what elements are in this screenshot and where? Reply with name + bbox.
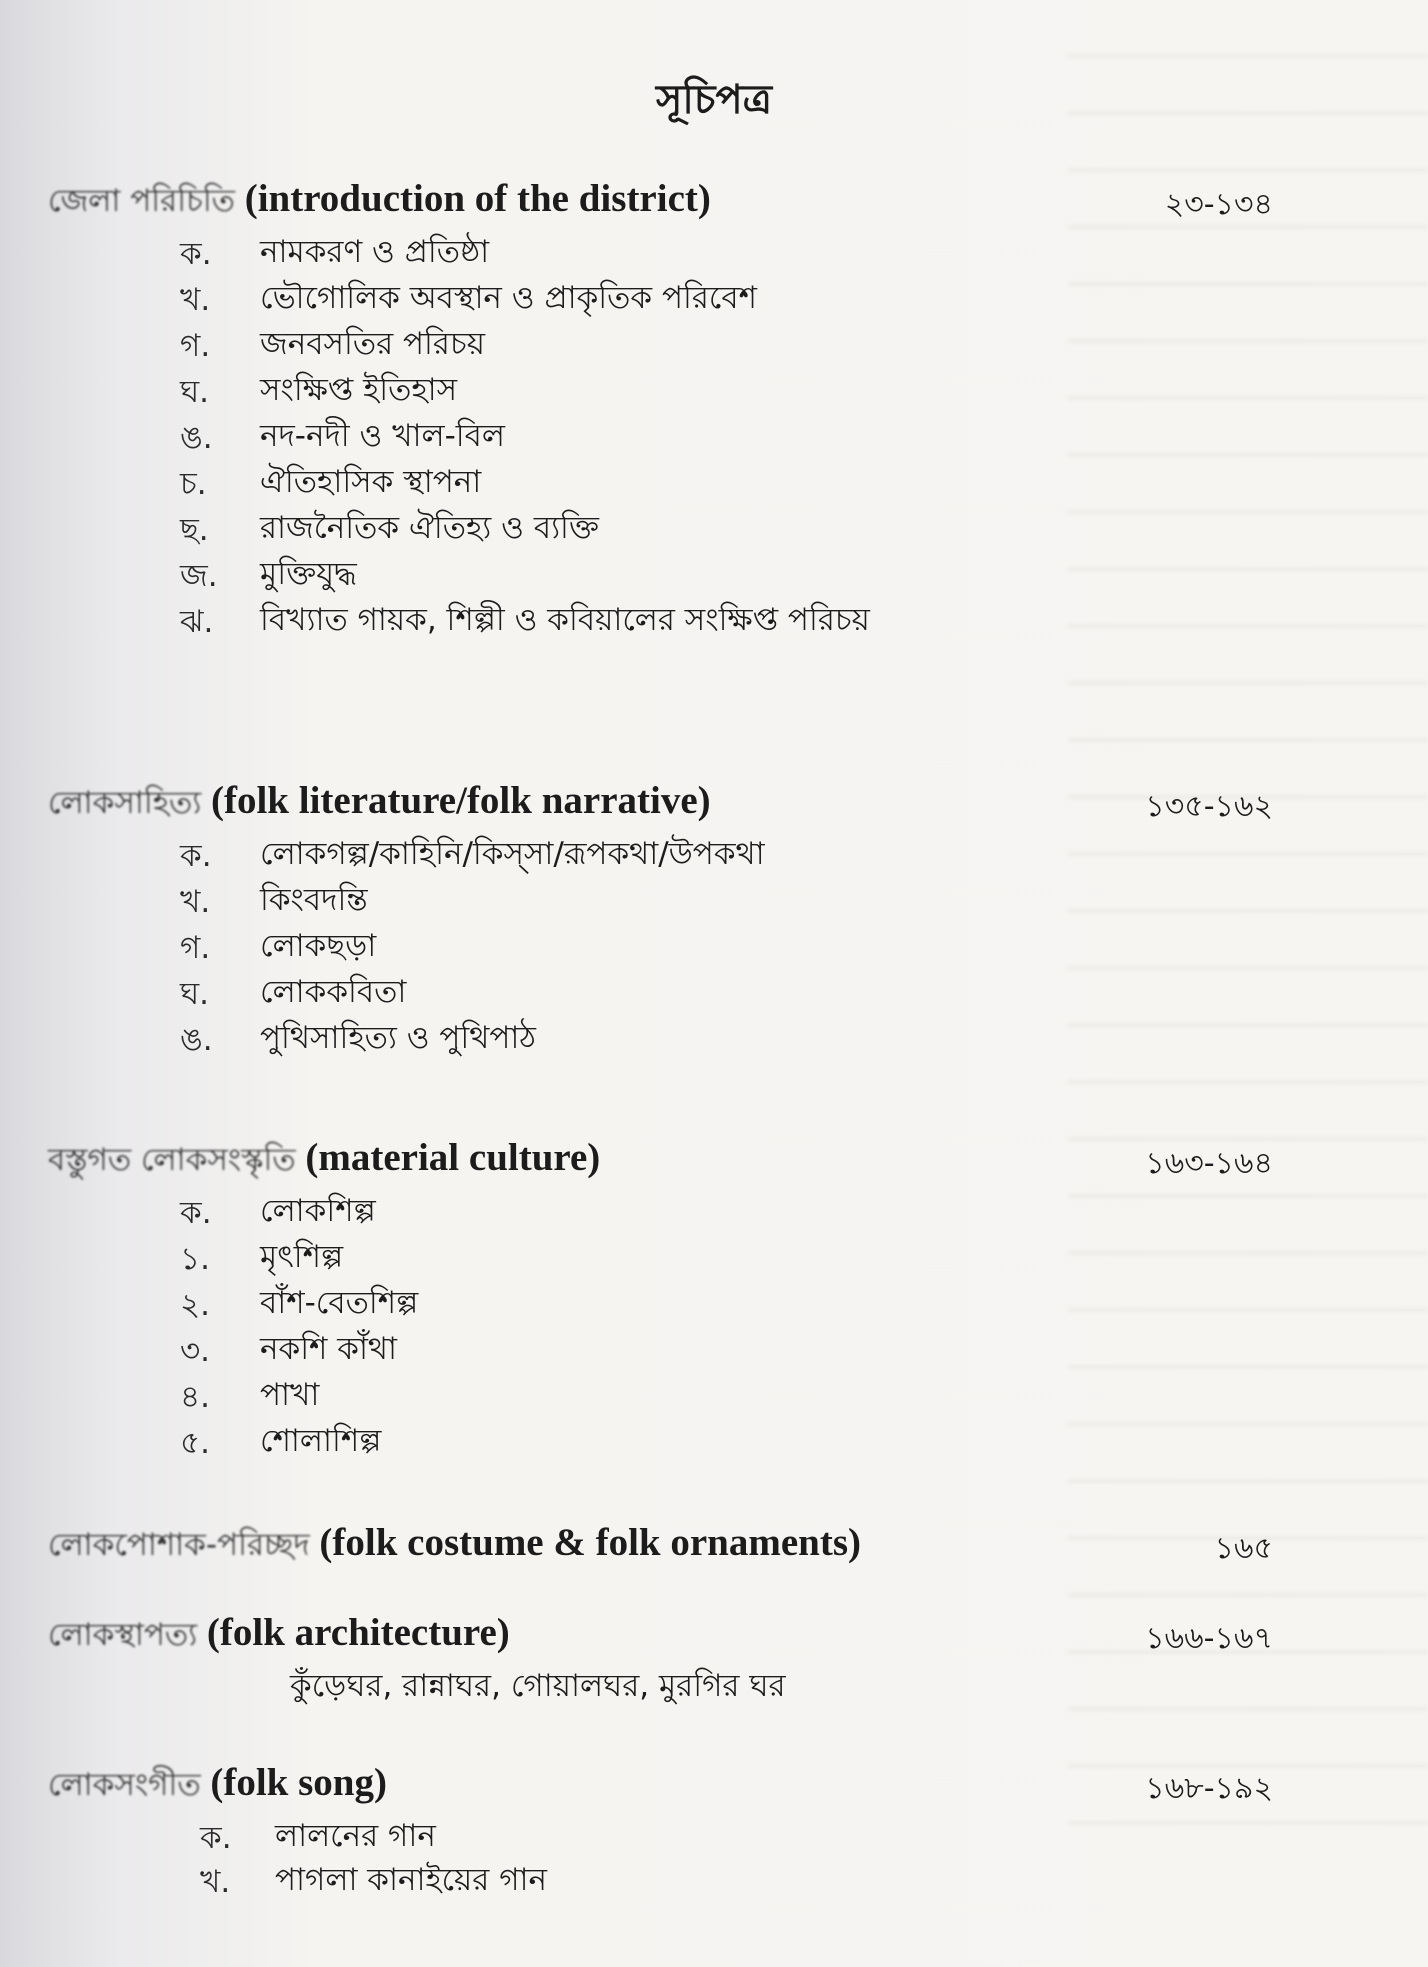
list-item: [0, 316, 1428, 362]
section-title-bn: জেলা পরিচিতি: [48, 183, 235, 219]
page-range: ১৬৮-১৯২: [1145, 1771, 1273, 1806]
page-range: ১৬৫: [1214, 1531, 1273, 1566]
item-marker: ঝ.: [180, 604, 214, 640]
list-item: [0, 1413, 1428, 1459]
list-item: [0, 826, 1428, 872]
section-title-bn: লোকসাহিত্য: [48, 785, 202, 821]
list-item: [0, 1229, 1428, 1275]
item-marker: ঘ.: [180, 374, 210, 410]
item-text: নদ-নদী ও খাল-বিল: [260, 418, 506, 454]
list-item: [0, 362, 1428, 408]
list-item: [0, 964, 1428, 1010]
item-marker: গ.: [180, 328, 211, 364]
toc-section: [0, 1135, 1428, 1459]
page-range: ১৬৬-১৬৭: [1145, 1621, 1273, 1656]
item-text: বিখ্যাত গায়ক, শিল্পী ও কবিয়ালের সংক্ষিপ্ত পরিচয়: [260, 602, 870, 638]
item-text: রাজনৈতিক ঐতিহ্য ও ব্যক্তি: [260, 510, 600, 546]
item-text: লোকশিল্প: [260, 1193, 376, 1229]
item-text: পুথিসাহিত্য ও পুথিপাঠ: [260, 1020, 536, 1056]
list-item: [0, 592, 1428, 638]
page-range: ১৬৩-১৬৪: [1145, 1146, 1273, 1181]
list-item: [0, 1275, 1428, 1321]
item-text: শোলাশিল্প: [260, 1423, 382, 1459]
item-text: সংক্ষিপ্ত ইতিহাস: [260, 372, 458, 408]
list-item: [0, 454, 1428, 500]
item-text: নামকরণ ও প্রতিষ্ঠা: [260, 234, 490, 270]
section-title: [48, 1610, 510, 1663]
item-marker: ২.: [180, 1287, 211, 1323]
section-title: [48, 778, 711, 831]
list-item: [0, 1183, 1428, 1229]
item-marker: ৪.: [180, 1379, 210, 1415]
item-marker: ক.: [200, 1820, 232, 1856]
list-item: [0, 1808, 1428, 1856]
list-item: [0, 500, 1428, 546]
section-title: [48, 1760, 387, 1813]
item-marker: খ.: [180, 282, 211, 318]
item-marker: ৩.: [180, 1333, 211, 1369]
page-range: ১৩৫-১৬২: [1145, 789, 1273, 824]
section-title-en: (material culture): [305, 1136, 601, 1179]
item-marker: চ.: [180, 466, 207, 502]
section-title: [48, 1520, 861, 1573]
list-item: [0, 872, 1428, 918]
section-title-bn: লোকস্থাপত্য: [48, 1617, 198, 1653]
item-text: লোকছড়া: [260, 928, 377, 964]
item-marker: খ.: [180, 884, 211, 920]
list-item: [0, 546, 1428, 592]
section-title-en: (folk song): [210, 1761, 387, 1804]
item-marker: খ.: [200, 1864, 231, 1900]
list-item: [0, 918, 1428, 964]
list-item: [0, 224, 1428, 270]
section-title-en: (folk literature/folk narrative): [210, 779, 711, 822]
item-text: বাঁশ-বেতশিল্প: [260, 1285, 419, 1321]
item-text: পাখা: [260, 1377, 320, 1413]
section-title-en: (folk architecture): [206, 1611, 510, 1654]
list-item: [0, 1367, 1428, 1413]
list-item: [0, 1010, 1428, 1056]
item-marker: গ.: [180, 930, 211, 966]
item-text: মৃৎশিল্প: [260, 1239, 344, 1275]
section-title: [48, 1135, 600, 1188]
item-text: ভৌগোলিক অবস্থান ও প্রাকৃতিক পরিবেশ: [260, 280, 757, 316]
item-text: কুঁড়েঘর, রান্নাঘর, গোয়ালঘর, মুরগির ঘর: [290, 1668, 786, 1704]
list-item: [0, 1321, 1428, 1367]
section-title-bn: লোকপোশাক-পরিচ্ছদ: [48, 1527, 310, 1563]
item-text: নকশি কাঁথা: [260, 1331, 397, 1367]
section-title-bn: লোকসংগীত: [48, 1767, 201, 1803]
list-item: [0, 408, 1428, 454]
item-text: পাগলা কানাইয়ের গান: [275, 1862, 548, 1898]
item-marker: ঘ.: [180, 976, 210, 1012]
toc-section: [0, 176, 1428, 638]
item-marker: জ.: [180, 558, 218, 594]
section-title-en: (folk costume & folk ornaments): [319, 1521, 862, 1564]
item-text: ঐতিহাসিক স্থাপনা: [260, 464, 482, 500]
item-marker: ঙ.: [180, 1022, 213, 1058]
section-title-en: (introduction of the district): [244, 177, 711, 220]
page-title: সূচিপত্র: [656, 77, 772, 123]
toc-section: [0, 1610, 1428, 1704]
section-title-bn: বস্তুগত লোকসংস্কৃতি: [48, 1142, 296, 1178]
toc-section: [0, 778, 1428, 1056]
page-range: ২৩-১৩৪: [1164, 187, 1273, 222]
item-text: লোকগল্প/কাহিনি/কিস্‌সা/রূপকথা/উপকথা: [260, 836, 765, 872]
item-text: লালনের গান: [275, 1818, 436, 1854]
item-text: কিংবদন্তি: [260, 882, 368, 918]
list-item: [0, 1852, 1428, 1900]
item-marker: ১.: [180, 1241, 210, 1277]
item-marker: ঙ.: [180, 420, 213, 456]
toc-section: [0, 1520, 1428, 1568]
toc-section: [0, 1760, 1428, 1900]
section-title: [48, 176, 711, 229]
list-item: [0, 270, 1428, 316]
item-marker: ছ.: [180, 512, 209, 548]
item-marker: ক.: [180, 236, 212, 272]
list-item: [0, 1658, 1428, 1704]
item-text: জনবসতির পরিচয়: [260, 326, 485, 362]
item-text: মুক্তিযুদ্ধ: [260, 556, 357, 592]
item-marker: ক.: [180, 838, 212, 874]
item-text: লোককবিতা: [260, 974, 407, 1010]
item-marker: ক.: [180, 1195, 212, 1231]
item-marker: ৫.: [180, 1425, 210, 1461]
